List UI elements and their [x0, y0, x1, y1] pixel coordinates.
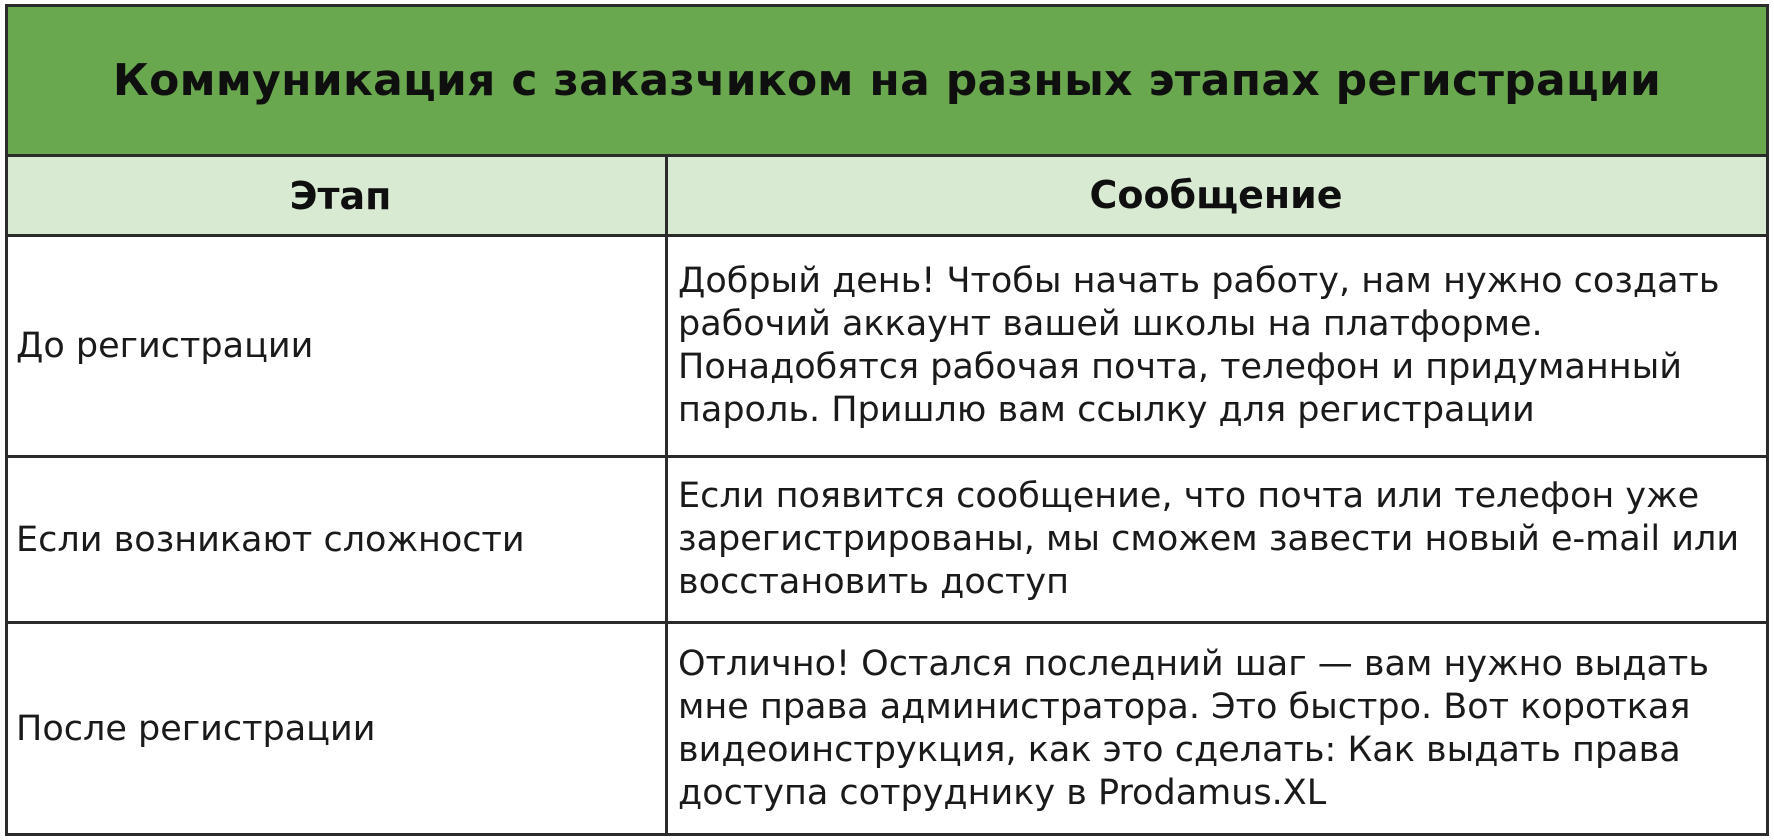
table-title-row [8, 7, 1766, 157]
message-cell [668, 237, 1766, 455]
table-row [8, 458, 1766, 624]
table-title: Коммуникация с заказчиком на разных этапах регистрации [112, 55, 1662, 106]
stage-cell: До регистрации [8, 237, 668, 455]
stage-cell: Если возникают сложности [8, 458, 668, 621]
stage-cell: После регистрации [8, 624, 668, 833]
table-header-row [8, 157, 1766, 237]
message-text: Если появится сообщение, что почта или телефон уже зарегистрированы, мы сможем завести новый e-mail или восстановить доступ [678, 476, 1740, 602]
message-text: Добрый день! Чтобы начать работу, нам нужно создать рабочий аккаунт вашей школы на платформе. Понадобятся рабочая почта, телефон и придуманный пароль. Пришлю вам ссылку для регистрации [678, 261, 1720, 430]
table-row [8, 237, 1766, 458]
table-row [8, 624, 1766, 833]
message-text: Отлично! Остался последний шаг — вам нужно выдать мне права администратора. Это быстро. Вот короткая видеоинструкция, как это сделать: Как выдать права доступа сотруднику в Prodamus.XL [678, 643, 1709, 813]
header-stage: Этап [8, 157, 668, 234]
message-cell [668, 624, 1766, 833]
message-cell [668, 458, 1766, 621]
communication-table [5, 4, 1769, 836]
header-message: Сообщение [1089, 173, 1343, 217]
